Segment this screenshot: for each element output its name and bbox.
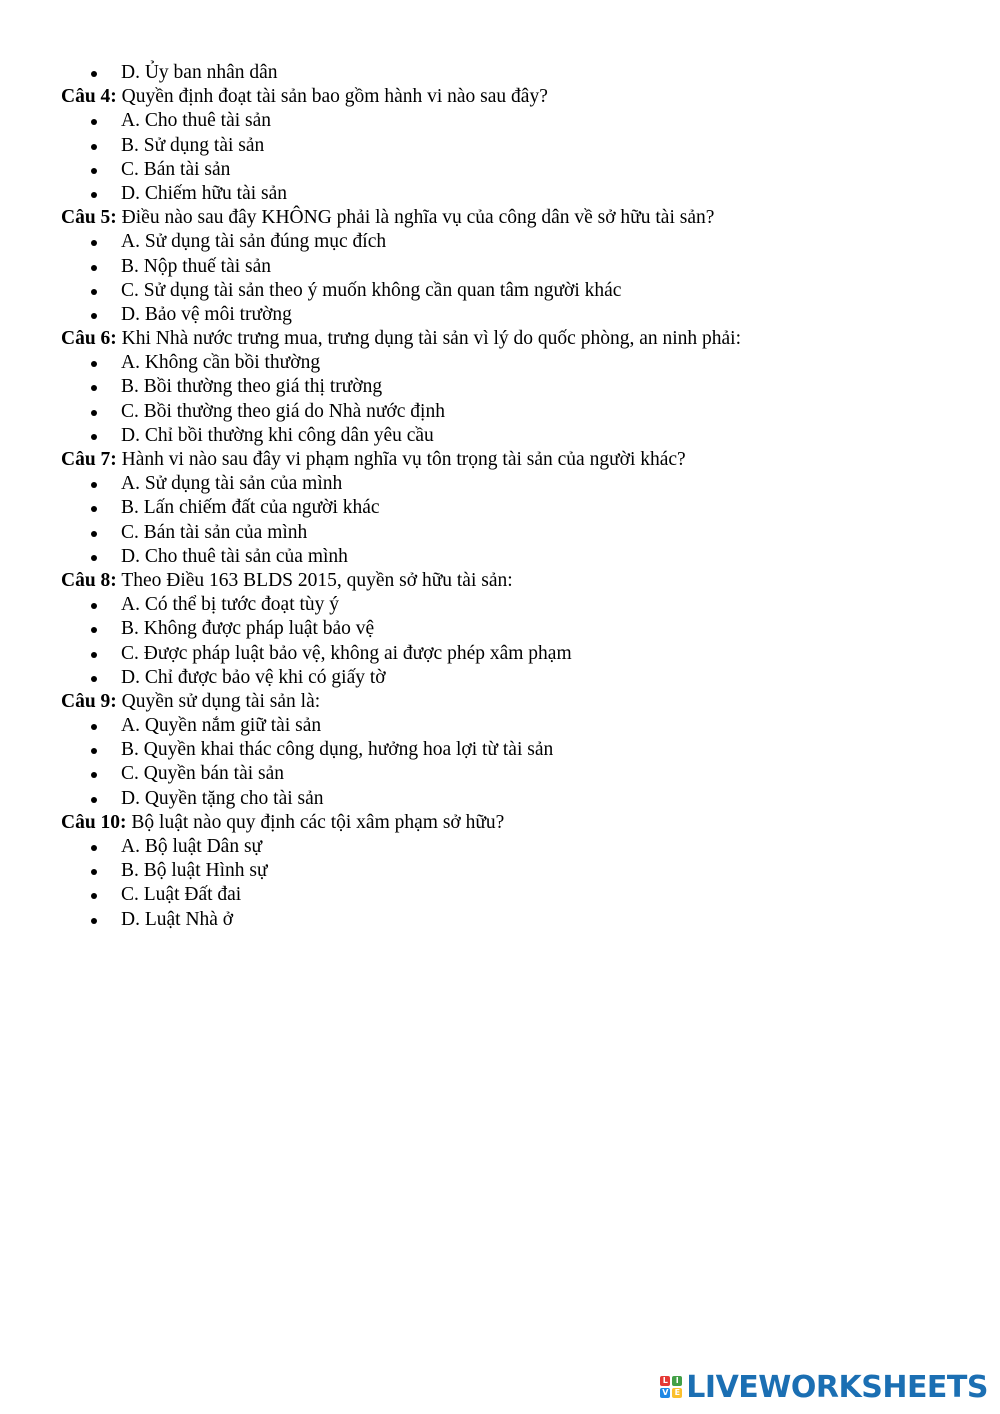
question-text: Khi Nhà nước trưng mua, trưng dụng tài sản vì lý do quốc phòng, an ninh phải: — [116, 328, 742, 350]
answer-option-text: A. Không cần bồi thường — [121, 352, 321, 374]
answer-option — [61, 593, 961, 617]
answer-option-text: B. Quyền khai thác công dụng, hưởng hoa lợi từ tài sản — [121, 739, 554, 761]
question-number: Câu 7: — [61, 449, 117, 470]
question-number: Câu 6: — [61, 328, 117, 350]
answer-option — [61, 424, 961, 448]
answer-option-text: A. Có thể bị tước đoạt tùy ý — [121, 594, 340, 616]
answer-option-text: C. Bán tài sản của mình — [121, 521, 308, 543]
answer-option — [61, 787, 961, 811]
question-number: Câu 10: — [61, 811, 127, 833]
answer-option — [61, 303, 961, 327]
logo-mark-letter: L — [660, 1376, 670, 1386]
logo-mark-letter: E — [672, 1388, 682, 1398]
question-line — [61, 85, 961, 109]
answer-option — [61, 158, 961, 182]
answer-option — [61, 617, 961, 641]
answer-option — [61, 908, 961, 932]
answer-option — [61, 279, 961, 303]
answer-option — [61, 835, 961, 859]
logo-mark-letter: I — [672, 1376, 682, 1386]
answer-option-text: D. Chỉ được bảo vệ khi có giấy tờ — [121, 666, 386, 688]
question-line — [61, 811, 961, 835]
logo-mark-letter: V — [662, 1388, 669, 1397]
answer-option — [61, 738, 961, 762]
answer-option — [61, 134, 961, 158]
question-line — [61, 690, 961, 714]
liveworksheets-logo-mark-icon — [660, 1376, 682, 1398]
answer-option-text: D. Bảo vệ môi trường — [121, 303, 292, 325]
answer-option — [61, 255, 961, 279]
answer-option-text: C. Bán tài sản — [121, 158, 231, 180]
question-line — [61, 448, 961, 472]
question-number: Câu 8: — [61, 569, 117, 591]
answer-option — [61, 109, 961, 133]
answer-option-text: D. Chỉ bồi thường khi công dân yêu cầu — [121, 424, 434, 446]
answer-option-text: B. Nộp thuế tài sản — [121, 255, 272, 277]
answer-option-text: D. Cho thuê tài sản của mình — [121, 545, 348, 567]
answer-option — [61, 714, 961, 738]
question-text: Bộ luật nào quy định các tội xâm phạm sở hữu? — [126, 811, 505, 833]
answer-option-text: B. Bồi thường theo giá thị trường — [121, 376, 383, 398]
liveworksheets-logo-text: LIVEWORKSHEETS — [686, 1369, 988, 1405]
answer-option-text: A. Sử dụng tài sản của mình — [121, 473, 343, 495]
answer-option-text: B. Sử dụng tài sản — [121, 134, 265, 156]
answer-option-text: A. Quyền nắm giữ tài sản — [121, 715, 322, 737]
answer-option — [61, 472, 961, 496]
question-line — [61, 206, 961, 230]
answer-option-text: C. Luật Đất đai — [121, 884, 242, 906]
answer-option-text: D. Luật Nhà ở — [121, 908, 234, 930]
question-text: Quyền sử dụng tài sản là: — [116, 690, 321, 712]
answer-option — [61, 859, 961, 883]
answer-option-text: D. Quyền tặng cho tài sản — [121, 787, 324, 809]
answer-option — [61, 883, 961, 907]
answer-option — [61, 521, 961, 545]
answer-option-text: A. Bộ luật Dân sự — [121, 836, 263, 857]
question-text: Hành vi nào sau đây vi phạm nghĩa vụ tôn trọng tài sản của người khác? — [116, 449, 686, 470]
question-number: Câu 9: — [61, 690, 117, 712]
answer-option — [61, 182, 961, 206]
answer-option-text: A. Cho thuê tài sản — [121, 110, 272, 132]
answer-option — [61, 642, 961, 666]
question-line — [61, 569, 961, 593]
answer-option — [61, 230, 961, 254]
answer-option — [61, 496, 961, 520]
answer-option — [61, 545, 961, 569]
question-text: Điều nào sau đây KHÔNG phải là nghĩa vụ của công dân về sở hữu tài sản? — [116, 207, 715, 229]
answer-option-text: C. Quyền bán tài sản — [121, 763, 285, 785]
question-line — [61, 327, 961, 351]
liveworksheets-logo — [660, 1370, 988, 1404]
answer-option — [61, 666, 961, 690]
answer-option-text: B. Lấn chiếm đất của người khác — [121, 497, 380, 519]
question-text: Theo Điều 163 BLDS 2015, quyền sở hữu tài sản: — [116, 569, 513, 591]
answer-option — [61, 61, 961, 85]
answer-option-text: C. Sử dụng tài sản theo ý muốn không cần quan tâm người khác — [121, 279, 622, 301]
worksheet-content — [61, 61, 961, 932]
answer-option-text: D. Chiếm hữu tài sản — [121, 182, 288, 204]
question-text: Quyền định đoạt tài sản bao gồm hành vi nào sau đây? — [116, 86, 548, 108]
answer-option-text: C. Bồi thường theo giá do Nhà nước định — [121, 400, 445, 422]
question-number: Câu 4: — [61, 86, 117, 108]
answer-option — [61, 400, 961, 424]
answer-option-text: B. Bộ luật Hình sự — [121, 860, 268, 882]
answer-option — [61, 351, 961, 375]
answer-option — [61, 762, 961, 786]
question-number: Câu 5: — [61, 207, 117, 229]
answer-option-text: C. Được pháp luật bảo vệ, không ai được phép xâm phạm — [121, 642, 572, 664]
answer-option-text: D. Ủy ban nhân dân — [121, 62, 278, 83]
answer-option-text: A. Sử dụng tài sản đúng mục đích — [121, 231, 387, 253]
answer-option-text: B. Không được pháp luật bảo vệ — [121, 618, 375, 640]
answer-option — [61, 375, 961, 399]
